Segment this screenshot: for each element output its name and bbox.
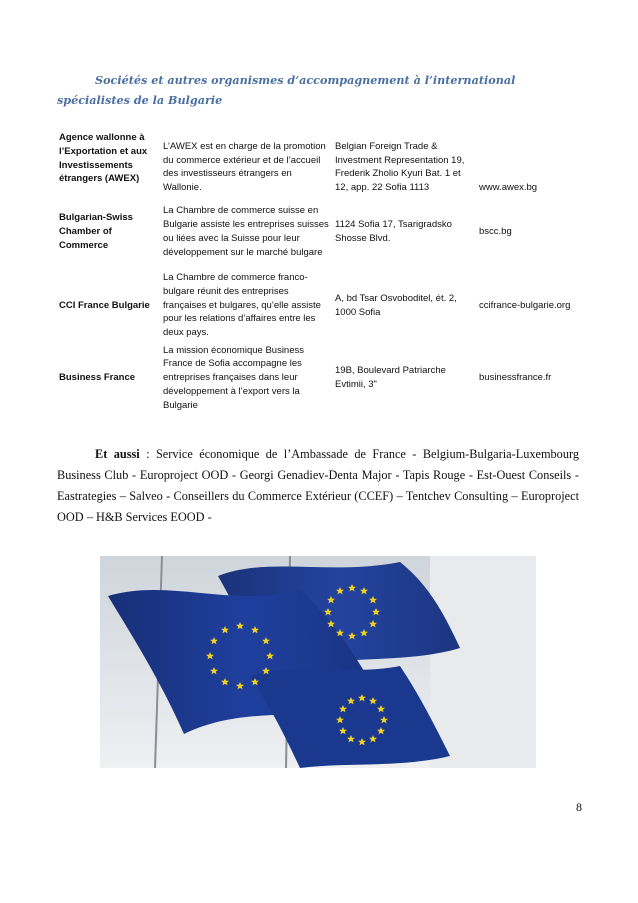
org-description: La Chambre de commerce suisse en Bulgarie assiste les entreprises suisses ou liées avec la Suisse pour leur développement sur le marché bulgare (163, 205, 329, 258)
table-row (57, 269, 587, 342)
org-description: La Chambre de commerce franco-bulgare réunit des entreprises françaises et bulgares, qu’elle assiste pour les relations d’affaires entre les deux pays. (163, 272, 321, 339)
org-name: Bulgarian-Swiss Chamber of Commerce (59, 212, 133, 251)
org-address: 19B, Boulevard Patriarche Evtimii, 3" (335, 365, 446, 390)
org-address: A, bd Tsar Osvoboditel, ét. 2, 1000 Sofia (335, 292, 457, 318)
also-lead: Et aussi (95, 447, 140, 461)
also-paragraph (57, 444, 579, 528)
also-text: : Service économique de l’Ambassade de France - Belgium-Bulgaria-Luxembourg Business Club - Europroject OOD - Georgi Genadiev-Denta Major - Tapis Rouge - Est-Ouest Conseils - Eastrategies – Salveo - Conseillers du Commerce Extérieur (CCEF) – Tentchev Consulting – Europroject OOD – H&B Services EOOD - (57, 447, 579, 524)
org-description: La mission économique Business France de Sofia accompagne les entreprises françaises dans leur développement à l’export vers la Bulgarie (163, 344, 304, 411)
section-heading (57, 70, 587, 110)
org-name: Business France (59, 372, 136, 384)
organizations-table (57, 122, 587, 414)
org-name: Agence wallonne à l’Exportation et aux Investissements étrangers (AWEX) (59, 131, 148, 185)
org-address: 1124 Sofia 17, Tsarigradsko Shosse Blvd. (335, 219, 452, 244)
org-website: businessfrance.fr (479, 372, 552, 384)
org-address: Belgian Foreign Trade & Investment Representation 19, Frederik Zholio Kyuri Bat. 1 et 12, app. 22 Sofia 1113 (335, 140, 465, 194)
section-heading-text: Sociétés et autres organismes d’accompagnement à l’international spécialistes de la Bulgarie (57, 73, 516, 107)
table-row (57, 342, 587, 414)
org-website: bscc.bg (479, 226, 512, 238)
org-website: www.awex.bg (479, 182, 538, 194)
page-number: 8 (576, 800, 582, 814)
table-row (57, 195, 587, 269)
eu-flags-photo (100, 556, 536, 768)
org-website: ccifrance-bulgarie.org (479, 299, 571, 311)
org-description: L’AWEX est en charge de la promotion du commerce extérieur et de l’accueil des investisseurs étrangers en Wallonie. (163, 140, 326, 194)
org-name: CCI France Bulgarie (59, 299, 150, 311)
table-row (57, 122, 587, 195)
eu-flags-illustration (100, 556, 536, 768)
